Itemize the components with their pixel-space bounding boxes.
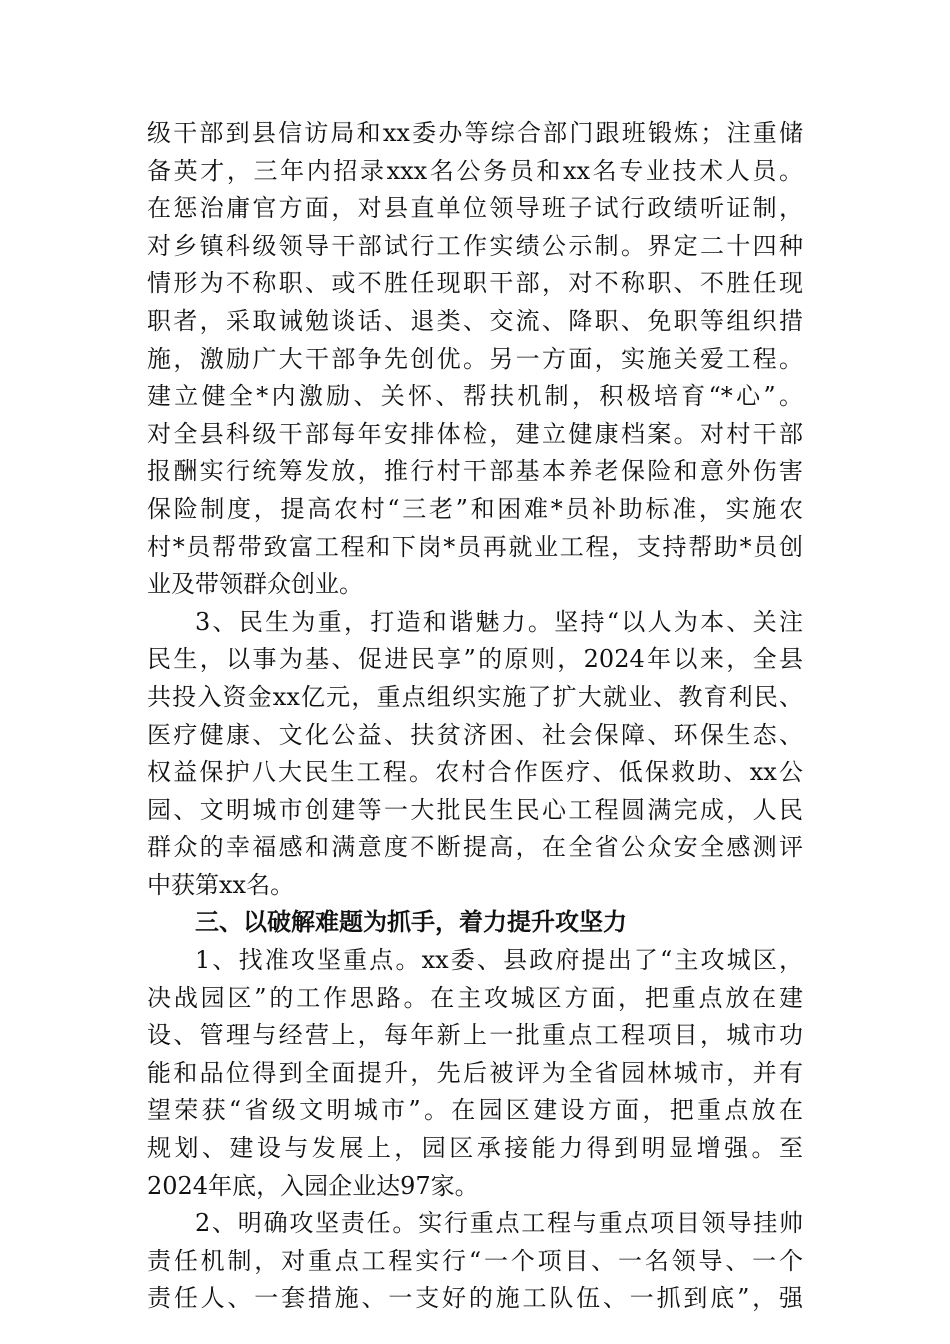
text-line: 共投入资金xx亿元，重点组织实施了扩大就业、教育利民、 bbox=[147, 682, 803, 711]
text-line: 2024年底，入园企业达97家。 bbox=[147, 1171, 479, 1200]
text-line: 建立健全*内激励、关怀、帮扶机制，积极培育“*心”。 bbox=[147, 382, 803, 411]
text-line: 报酬实行统筹发放，推行村干部基本养老保险和意外伤害 bbox=[147, 457, 803, 486]
text-line: 园、文明城市创建等一大批民生民心工程圆满完成，人民 bbox=[147, 795, 803, 824]
text-line: 在惩治庸官方面，对县直单位领导班子试行政绩听证制， bbox=[147, 194, 803, 223]
text-line: 望荣获“省级文明城市”。在园区建设方面，把重点放在 bbox=[147, 1096, 803, 1125]
text-line: 能和品位得到全面提升，先后被评为全省园林城市，并有 bbox=[147, 1058, 803, 1087]
text-line: 情形为不称职、或不胜任现职干部，对不称职、不胜任现 bbox=[147, 269, 803, 298]
text-line: 施，激励广大干部争先创优。另一方面，实施关爱工程。 bbox=[147, 344, 803, 373]
section-heading: 三、以破解难题为抓手，着力提升攻坚力 bbox=[195, 908, 627, 937]
text-line: 权益保护八大民生工程。农村合作医疗、低保救助、xx公 bbox=[147, 758, 803, 787]
text-line: 级干部到县信访局和xx委办等综合部门跟班锻炼；注重储 bbox=[147, 119, 803, 147]
text-line: 备英才，三年内招录xxx名公务员和xx名专业技术人员。 bbox=[147, 156, 803, 185]
text-line: 设、管理与经营上，每年新上一批重点工程项目，城市功 bbox=[147, 1021, 803, 1050]
document-body bbox=[147, 115, 803, 1318]
text-line: 中获第xx名。 bbox=[147, 870, 295, 899]
text-line: 3、民生为重，打造和谐魅力。坚持“以人为本、关注 bbox=[195, 607, 803, 636]
text-line: 村*员帮带致富工程和下岗*员再就业工程，支持帮助*员创 bbox=[147, 532, 803, 561]
text-line: 对乡镇科级领导干部试行工作实绩公示制。界定二十四种 bbox=[147, 231, 803, 260]
text-line: 规划、建设与发展上，园区承接能力得到明显增强。至 bbox=[147, 1134, 803, 1163]
text-line: 责任机制，对重点工程实行“一个项目、一名领导、一个 bbox=[147, 1246, 803, 1275]
text-line: 对全县科级干部每年安排体检，建立健康档案。对村干部 bbox=[147, 419, 803, 448]
text-line: 责任人、一套措施、一支好的施工队伍、一抓到底”，强 bbox=[147, 1284, 803, 1313]
text-line: 民生，以事为基、促进民享”的原则，2024年以来，全县 bbox=[147, 645, 803, 674]
text-line: 2、明确攻坚责任。实行重点工程与重点项目领导挂帅 bbox=[195, 1209, 803, 1238]
text-line: 保险制度，提高农村“三老”和困难*员补助标准，实施农 bbox=[147, 494, 803, 523]
text-line: 业及带领群众创业。 bbox=[147, 570, 363, 599]
text-line: 医疗健康、文化公益、扶贫济困、社会保障、环保生态、 bbox=[147, 720, 803, 749]
text-line: 决战园区”的工作思路。在主攻城区方面，把重点放在建 bbox=[147, 983, 803, 1012]
text-line: 群众的幸福感和满意度不断提高，在全省公众安全感测评 bbox=[147, 833, 803, 862]
text-line: 职者，采取诫勉谈话、退类、交流、降职、免职等组织措 bbox=[147, 306, 803, 335]
text-line: 1、找准攻坚重点。xx委、县政府提出了“主攻城区， bbox=[195, 946, 803, 975]
